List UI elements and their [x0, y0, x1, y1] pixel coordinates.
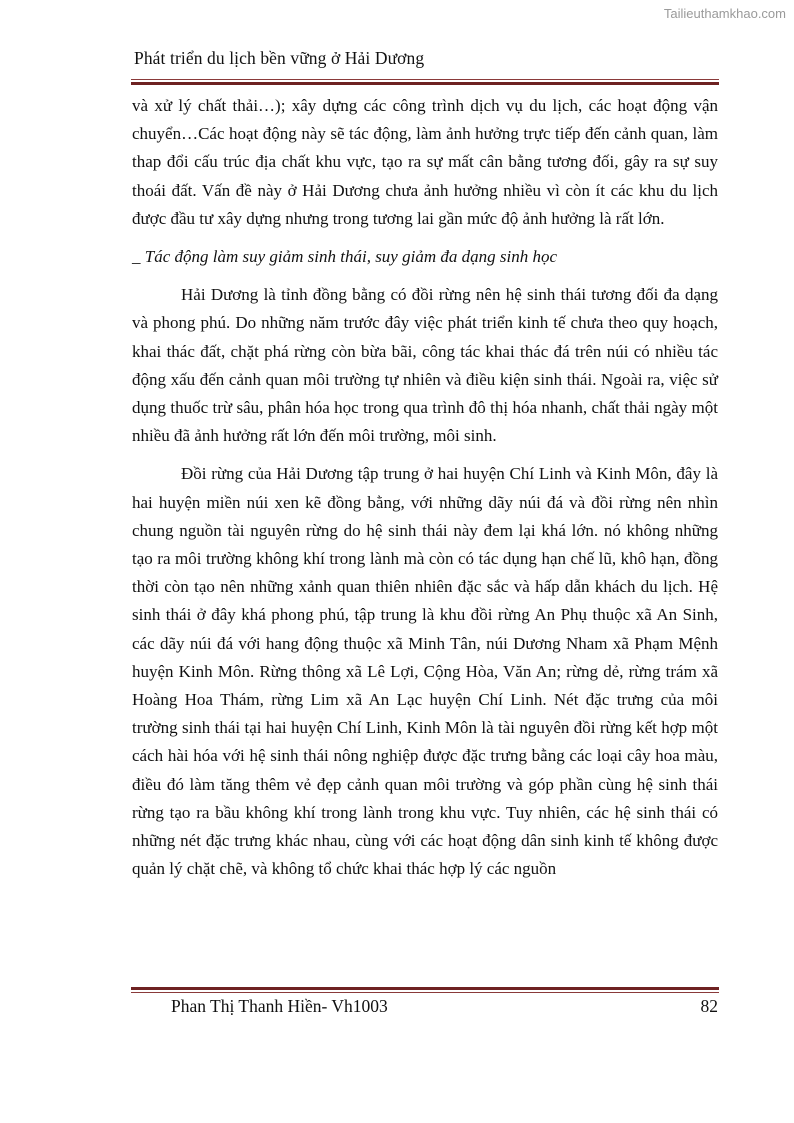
paragraph-continuation: và xử lý chất thải…); xây dựng các công trình dịch vụ du lịch, các hoạt động vận chuyển…Các hoạt động này sẽ tác động, làm ảnh hưởng trực tiếp đến cảnh quan, làm thap đổi cấu trúc địa chất khu vực, tạo ra sự mất cân bằng tương đối, gây ra sự suy thoái đất. Vấn đề này ở Hải Dương chưa ảnh hưởng nhiều vì còn ít các khu du lịch được đầu tư xây dựng nhưng trong tương lai gần mức độ ảnh hưởng là rất lớn. [132, 96, 718, 228]
paragraph: Đồi rừng của Hải Dương tập trung ở hai huyện Chí Linh và Kinh Môn, đây là hai huyện miền núi xen kẽ đồng bằng, với những dãy núi đá và đồi rừng nên nhìn chung nguồn tài nguyên rừng do hệ sinh thái này đem lại khá lớn. nó không những tạo ra môi trường không khí trong lành mà còn có tác dụng hạn chế lũ, khô hạn, đồng thời còn tạo nên những xảnh quan thiên nhiên đặc sắc và hấp dẫn khách du lịch. Hệ sinh thái ở đây khá phong phú, tập trung là khu đồi rừng An Phụ thuộc xã An Sinh, các dãy núi đá với hang động thuộc xã Minh Tân, núi Dương Nham xã Phạm Mệnh huyện Kinh Môn. Rừng thông xã Lê Lợi, Cộng Hòa, Văn An; rừng dẻ, rừng trám xã Hoàng Hoa Thám, rừng Lim xã An Lạc huyện Chí Linh. Nét đặc trưng của môi trường sinh thái tại hai huyện Chí Linh, Kinh Môn là tài nguyên đồi rừng kết hợp một cách hài hóa với hệ sinh thái nông nghiệp được đặc trưng bằng các loại cây hoa màu, điều đó làm tăng thêm vẻ đẹp cảnh quan môi trường và góp phần cùng hệ sinh thái rừng tạo ra bầu không khí trong lành trong khu vực. Tuy nhiên, các hệ sinh thái có những nét đặc trưng khác nhau, cùng với các hoạt động dân sinh kinh tế không được quản lý chặt chẽ, và không tổ chức khai thác hợp lý các nguồn [132, 464, 718, 879]
page-number: 82 [700, 996, 718, 1016]
paragraph: Hải Dương là tỉnh đồng bằng có đồi rừng nên hệ sinh thái tương đối đa dạng và phong phú. Do những năm trước đây việc phát triển kinh tế chưa theo quy hoạch, khai thác đất, chặt phá rừng còn bừa bãi, công tác khai thác đá trên núi có nhiều tác động xấu đến cảnh quan môi trường tự nhiên và điều kiện sinh thái. Ngoài ra, việc sử dụng thuốc trừ sâu, phân hóa học trong qua trình đô thị hóa nhanh, chất thải ngày một nhiều đã ảnh hưởng rất lớn đến môi trường, môi sinh. [132, 285, 718, 446]
running-header-title: Phát triển du lịch bền vững ở Hải Dương [134, 48, 425, 68]
section-subheading: _ Tác động làm suy giảm sinh thái, suy giảm đa dạng sinh học [132, 247, 557, 267]
document-body [132, 92, 718, 883]
header-rule [131, 79, 719, 85]
footer-author: Phan Thị Thanh Hiền- Vh1003 [171, 996, 388, 1016]
watermark-text: Tailieuthamkhao.com [663, 6, 786, 21]
footer-rule [131, 987, 719, 993]
